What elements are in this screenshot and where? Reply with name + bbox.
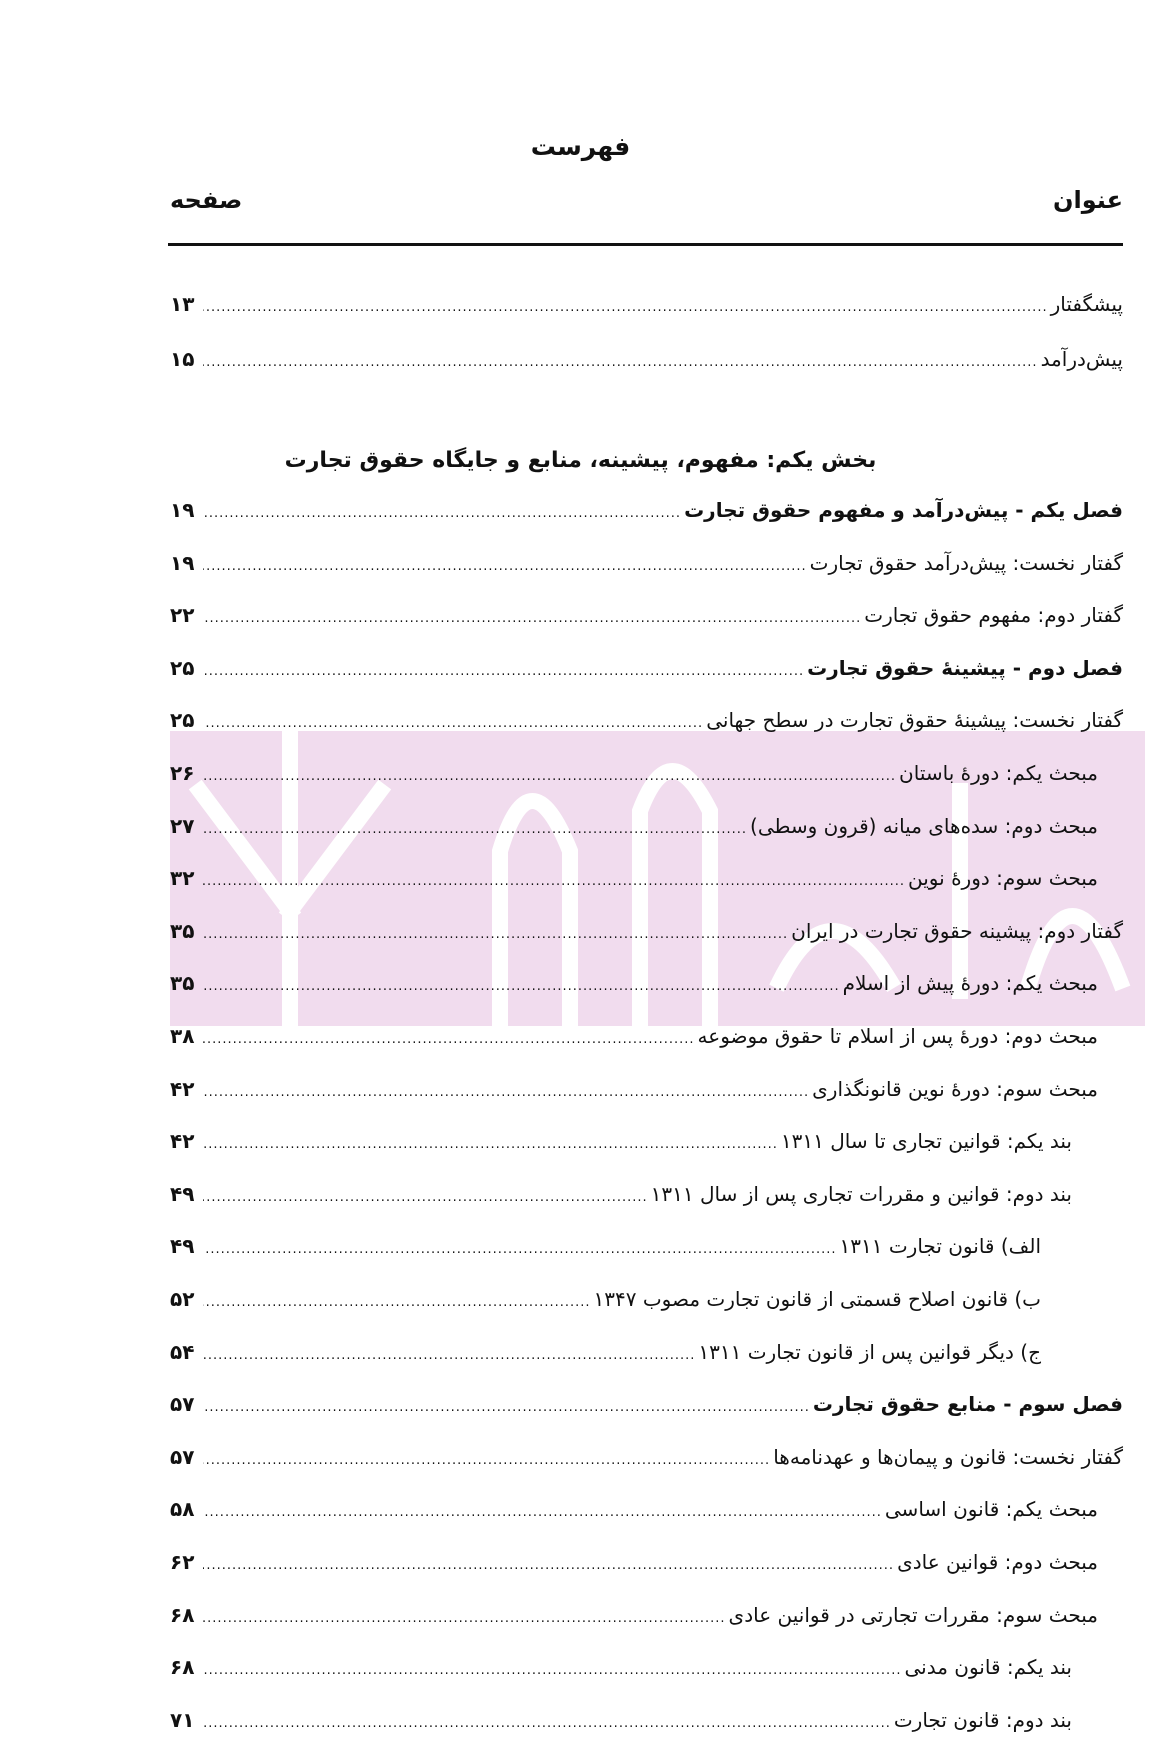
toc-entry-page: ۱۵ [170, 347, 195, 371]
toc-entry-page: ۶۸ [170, 1655, 195, 1680]
toc-entry-page: ۶۸ [170, 1602, 195, 1627]
toc-entry [170, 1550, 1098, 1580]
dot-leader [203, 355, 1038, 370]
dot-leader [203, 1505, 882, 1520]
toc-entry-page: ۵۸ [170, 1497, 195, 1522]
dot-leader [203, 300, 1048, 315]
toc-entry [170, 1603, 1098, 1633]
toc-entry [170, 1287, 1041, 1317]
toc-entry-page: ۳۲ [170, 866, 195, 891]
toc-entry-label: فصل دوم - پیشینهٔ حقوق تجارت [807, 655, 1123, 680]
toc-entry-page: ۶۲ [170, 1550, 195, 1574]
toc-entry [170, 1655, 1072, 1685]
toc-entry [170, 814, 1098, 844]
dot-leader [203, 1400, 810, 1415]
dot-leader [203, 822, 747, 837]
section-heading: بخش یکم: مفهوم، پیشینه، منابع و جایگاه حقوق تجارت [284, 448, 877, 473]
dot-leader [203, 506, 681, 521]
toc-entry [170, 1497, 1098, 1527]
toc-entry-page: ۳۸ [170, 1024, 195, 1048]
toc-entry-page: ۱۹ [170, 550, 195, 575]
toc-entry [170, 1077, 1098, 1107]
dot-leader [203, 1190, 648, 1205]
toc-entry [170, 1024, 1098, 1054]
toc-entry-label: مبحث یکم: دورهٔ باستان [899, 761, 1098, 785]
dot-leader [203, 874, 905, 889]
toc-entry-label: مبحث یکم: قانون اساسی [884, 1497, 1098, 1522]
toc-entry-label: مبحث یکم: دورهٔ پیش از اسلام [842, 971, 1098, 996]
toc-entry [170, 1392, 1123, 1422]
dot-leader [203, 1453, 770, 1468]
toc-entry-page: ۱۳ [170, 292, 195, 316]
toc-entry-label: پیش‌درآمد [1040, 347, 1123, 371]
toc-entry-page: ۱۹ [170, 498, 195, 522]
dot-leader [203, 769, 896, 784]
toc-entry-page: ۵۴ [170, 1339, 195, 1364]
toc-entry-label: مبحث سوم: دورهٔ نوین [908, 866, 1098, 891]
toc-entry [170, 347, 1123, 377]
dot-leader [203, 559, 807, 574]
dot-leader [203, 927, 788, 942]
column-header-page: صفحه [170, 186, 243, 214]
toc-entry-page: ۴۲ [170, 1129, 195, 1154]
toc-entry-page: ۵۷ [170, 1392, 195, 1417]
toc-entry-page: ۲۶ [170, 761, 195, 785]
dot-leader [203, 1032, 695, 1047]
toc-entry-label: فصل سوم - منابع حقوق تجارت [812, 1392, 1123, 1417]
toc-entry-page: ۲۷ [170, 813, 195, 838]
dot-leader [203, 1611, 726, 1626]
toc-entry [170, 292, 1123, 322]
toc-entry-label: گفتار نخست: پیشینهٔ حقوق تجارت در سطح جهانی [706, 708, 1123, 733]
toc-entry-label: فصل یکم - پیش‌درآمد و مفهوم حقوق تجارت [684, 498, 1123, 522]
dot-leader [203, 1558, 894, 1573]
toc-entry-page: ۷۱ [170, 1707, 195, 1732]
dot-leader [203, 1663, 901, 1678]
dot-leader [203, 1716, 891, 1731]
column-header-title: عنوان [1053, 186, 1123, 214]
toc-entry-page: ۴۹ [170, 1234, 195, 1259]
toc-entry [170, 919, 1123, 949]
dot-leader [203, 1295, 591, 1310]
toc-entry [170, 761, 1098, 791]
toc-entry-label: مبحث دوم: سده‌های میانه (قرون وسطی) [750, 813, 1098, 838]
toc-entry-page: ۵۲ [170, 1287, 195, 1311]
toc-entry [170, 1708, 1072, 1738]
toc-entry-label: مبحث سوم: مقررات تجارتی در قوانین عادی [728, 1602, 1098, 1627]
dot-leader [203, 716, 703, 731]
toc-entry-label: ب) قانون اصلاح قسمتی از قانون تجارت مصوب ۱۳۴۷ [593, 1287, 1041, 1311]
toc-entry-label: گفتار نخست: قانون و پیمان‌ها و عهدنامه‌ها [773, 1444, 1123, 1469]
dot-leader [203, 1348, 695, 1363]
toc-entry-page: ۴۲ [170, 1076, 195, 1101]
page-title: فهرست [530, 132, 631, 161]
toc-entry [170, 603, 1123, 633]
toc-entry-page: ۲۵ [170, 655, 195, 680]
toc-entry [170, 708, 1123, 738]
toc-entry-page: ۴۹ [170, 1181, 195, 1206]
dot-leader [203, 979, 840, 994]
toc-entry-label: بند یکم: قوانین تجاری تا سال ۱۳۱۱ [780, 1129, 1072, 1154]
toc-entry-page: ۳۵ [170, 918, 195, 943]
toc-entry-page: ۲۲ [170, 603, 195, 628]
toc-entry-page: ۵۷ [170, 1444, 195, 1469]
toc-entry [170, 971, 1098, 1001]
toc-entry-label: مبحث دوم: دورهٔ پس از اسلام تا حقوق موضوعه [697, 1024, 1098, 1048]
toc-entry-page: ۳۵ [170, 971, 195, 996]
toc-entry [170, 1182, 1072, 1212]
dot-leader [203, 1137, 778, 1152]
toc-entry-label: بند دوم: قانون تجارت [893, 1707, 1072, 1732]
toc-entry-label: ج) دیگر قوانین پس از قانون تجارت ۱۳۱۱ [698, 1339, 1041, 1364]
toc-entry [170, 1129, 1072, 1159]
dot-leader [203, 611, 861, 626]
toc-entry [170, 866, 1098, 896]
toc-entry [170, 1340, 1041, 1370]
toc-entry-label: بند دوم: قوانین و مقررات تجاری پس از سال ۱۳۱۱ [650, 1181, 1072, 1206]
header-divider [168, 243, 1123, 246]
toc-entry [170, 551, 1123, 581]
toc-entry-label: گفتار دوم: پیشینه حقوق تجارت در ایران [791, 918, 1123, 943]
toc-entry [170, 656, 1123, 686]
toc-entry [170, 498, 1123, 528]
toc-entry-label: مبحث دوم: قوانین عادی [897, 1550, 1098, 1574]
toc-entry-label: پیشگفتار [1050, 292, 1123, 316]
toc-entry [170, 1234, 1041, 1264]
dot-leader [203, 664, 804, 679]
dot-leader [203, 1242, 837, 1257]
toc-entry [170, 1445, 1123, 1475]
toc-entry-label: الف) قانون تجارت ۱۳۱۱ [839, 1234, 1041, 1259]
toc-entry-label: بند یکم: قانون مدنی [904, 1655, 1072, 1680]
toc-entry-label: مبحث سوم: دورهٔ نوین قانونگذاری [812, 1076, 1098, 1101]
dot-leader [203, 1085, 809, 1100]
toc-entry-label: گفتار دوم: مفهوم حقوق تجارت [864, 603, 1123, 628]
toc-entry-page: ۲۵ [170, 708, 195, 733]
toc-entry-label: گفتار نخست: پیش‌درآمد حقوق تجارت [809, 550, 1123, 575]
